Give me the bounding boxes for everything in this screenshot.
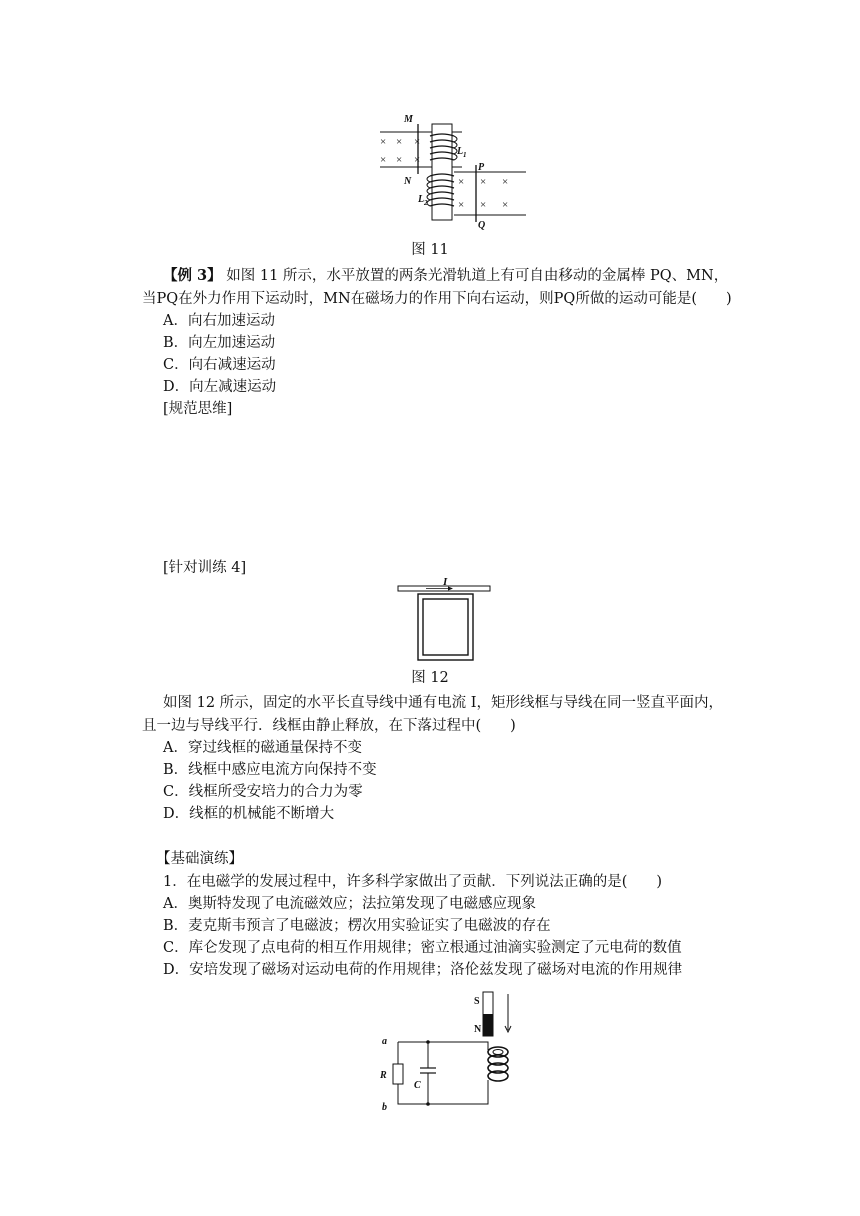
example-3-option-b: B．向左加速运动 <box>163 335 276 351</box>
label-L1: L <box>457 146 464 157</box>
label-M: M <box>404 114 413 125</box>
question-1: 1．在电磁学的发展过程中，许多科学家做出了贡献．下列说法正确的是( ) <box>163 874 663 890</box>
question-1-option-c: C．库仑发现了点电荷的相互作用规律；密立根通过油滴实验测定了元电荷的数值 <box>163 940 682 956</box>
basics-heading: 【基础演练】 <box>156 851 243 867</box>
svg-text:×: × <box>458 176 465 188</box>
example-3-option-c: C．向右减速运动 <box>163 357 276 373</box>
svg-text:×: × <box>396 154 403 166</box>
current-label-I: I <box>443 578 448 588</box>
question-1-option-b: B．麦克斯韦预言了电磁波；楞次用实验证实了电磁波的存在 <box>163 918 551 934</box>
training-4-line-2: 且一边与导线平行．线框由静止释放，在下落过程中( ) <box>142 718 516 734</box>
label-L2: L <box>418 194 425 205</box>
resistor-label-R: R <box>380 1070 387 1081</box>
question-1-option-a: A．奥斯特发现了电流磁效应；法拉第发现了电磁感应现象 <box>163 896 536 912</box>
example-3-option-a: A．向右加速运动 <box>163 313 275 329</box>
example-3-line-2: 当PQ在外力作用下运动时，MN在磁场力的作用下向右运动，则PQ所做的运动可能是( ) <box>142 291 732 307</box>
svg-text:×: × <box>502 199 509 211</box>
training-4-option-d: D．线框的机械能不断增大 <box>163 806 335 822</box>
training-4-option-b: B．线框中感应电流方向保持不变 <box>163 762 377 778</box>
label-N: N <box>404 176 412 187</box>
svg-text:2: 2 <box>424 199 428 207</box>
label-P: P <box>478 162 485 173</box>
svg-text:×: × <box>480 176 487 188</box>
field-cross: × <box>380 136 387 148</box>
label-Q: Q <box>478 220 486 230</box>
figure-12-caption: 图 12 <box>411 670 449 686</box>
training-4-option-a: A．穿过线框的磁通量保持不变 <box>163 740 362 756</box>
svg-text:×: × <box>414 136 421 148</box>
training-4-tag: [针对训练 4] <box>163 560 247 576</box>
question-1-option-d: D．安培发现了磁场对运动电荷的作用规律；洛伦兹发现了磁场对电流的作用规律 <box>163 962 683 978</box>
example-3-line-1: 【例 3】 如图 11 所示，水平放置的两条光滑轨道上有可自由移动的金属棒 PQ、MN， <box>163 267 729 284</box>
magnet-label-S: S <box>474 996 480 1007</box>
section-norm-thinking: [规范思维] <box>163 401 233 417</box>
capacitor-label-C: C <box>414 1080 421 1091</box>
svg-text:×: × <box>480 199 487 211</box>
training-4-line-1: 如图 12 所示，固定的水平长直导线中通有电流 I，矩形线框与导线在同一竖直平面内， <box>163 695 724 711</box>
figure-13-circuit <box>370 988 530 1113</box>
svg-text:×: × <box>502 176 509 188</box>
example-3-option-d: D．向左减速运动 <box>163 379 277 395</box>
figure-12 <box>396 578 496 663</box>
figure-11-caption: 图 11 <box>411 242 449 258</box>
svg-text:×: × <box>414 154 421 166</box>
svg-text:1: 1 <box>463 151 467 159</box>
example-3-tag: 【例 3】 <box>163 267 222 284</box>
node-label-b: b <box>382 1102 387 1113</box>
svg-text:×: × <box>380 154 387 166</box>
magnet-label-N: N <box>474 1024 482 1035</box>
svg-text:×: × <box>396 136 403 148</box>
svg-text:×: × <box>458 199 465 211</box>
training-4-option-c: C．线框所受安培力的合力为零 <box>163 784 363 800</box>
node-label-a: a <box>382 1036 387 1047</box>
figure-11 <box>370 110 530 230</box>
